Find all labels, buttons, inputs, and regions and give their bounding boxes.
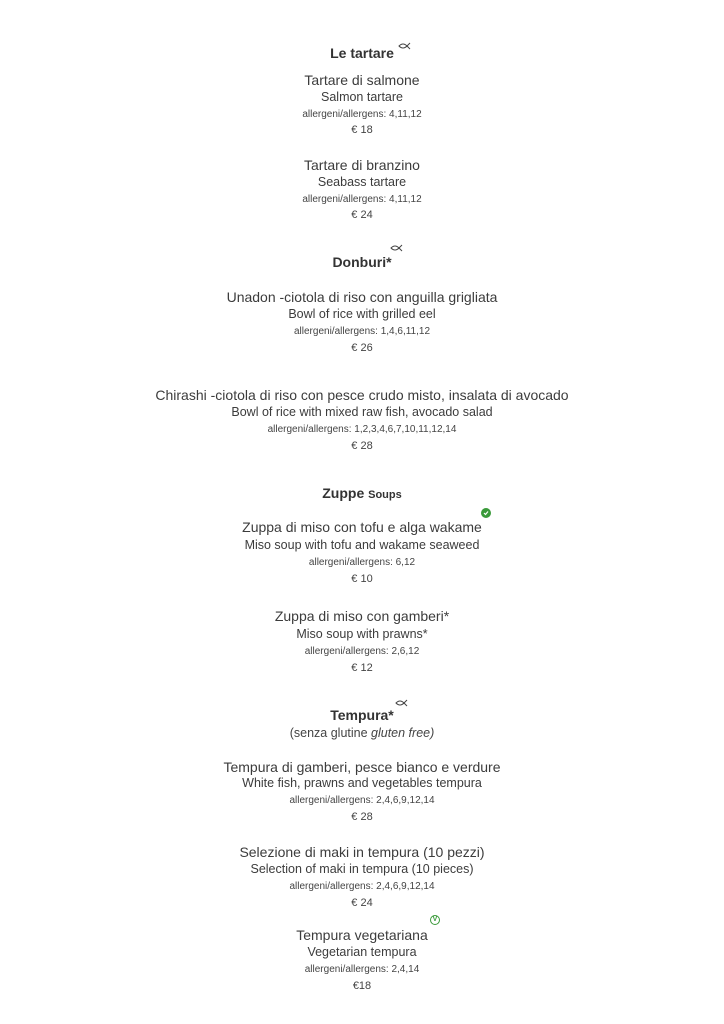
item-name: Tartare di branzino	[304, 157, 420, 173]
section-title-zuppe	[0, 485, 724, 501]
item-name: Tempura vegetariana	[296, 927, 428, 943]
item-english: Salmon tartare	[321, 90, 403, 104]
item-name: Selezione di maki in tempura (10 pezzi)	[239, 844, 485, 860]
item-price: € 24	[351, 209, 373, 221]
item-name: Tartare di salmone	[304, 72, 420, 88]
item-english: Selection of maki in tempura (10 pieces)	[250, 862, 474, 876]
item-price: € 26	[351, 342, 373, 354]
item-english: Seabass tartare	[317, 175, 407, 189]
item-allergens: allergeni/allergens: 1,4,6,11,12	[293, 326, 431, 337]
fish-icon	[390, 244, 403, 252]
item-name: Unadon -ciotola di riso con anguilla grigliata	[226, 289, 498, 305]
item-allergens: allergeni/allergens: 2,4,6,9,12,14	[289, 881, 435, 892]
item-price: €18	[352, 980, 372, 992]
item-name: Tempura di gamberi, pesce bianco e verdure	[223, 759, 501, 775]
vegetarian-icon: V	[430, 915, 440, 925]
item-allergens: allergeni/allergens: 2,4,14	[304, 964, 420, 975]
item-allergens: allergeni/allergens: 2,4,6,9,12,14	[289, 795, 435, 806]
vegan-icon	[481, 508, 491, 518]
item-price: € 18	[351, 124, 373, 136]
section-subtitle: Soups	[368, 489, 402, 501]
fish-icon	[398, 42, 411, 50]
section-title-donburi: Donburi*	[332, 254, 392, 270]
section-title-main: Zuppe	[322, 485, 365, 501]
item-allergens: allergeni/allergens: 4,11,12	[302, 109, 422, 120]
item-price: € 28	[351, 440, 373, 452]
section-title-tartare: Le tartare	[330, 45, 394, 61]
section-title-tempura: Tempura*	[330, 707, 394, 723]
item-price: € 24	[351, 897, 373, 909]
section-note	[0, 726, 724, 740]
item-price: € 10	[351, 573, 373, 585]
item-english: Miso soup with prawns*	[296, 627, 428, 641]
note-english: gluten free)	[371, 726, 435, 740]
item-price: € 28	[351, 811, 373, 823]
item-name: Zuppa di miso con gamberi*	[274, 608, 450, 624]
note-italian: (senza glutine	[289, 726, 368, 740]
item-name: Chirashi -ciotola di riso con pesce crudo misto, insalata di avocado	[155, 387, 569, 403]
item-name: Zuppa di miso con tofu e alga wakame	[242, 519, 482, 535]
item-allergens: allergeni/allergens: 2,6,12	[304, 646, 420, 657]
item-english: Miso soup with tofu and wakame seaweed	[244, 538, 480, 552]
item-english: White fish, prawns and vegetables tempura	[242, 776, 482, 790]
item-english: Vegetarian tempura	[307, 945, 417, 959]
item-english: Bowl of rice with mixed raw fish, avocado salad	[231, 405, 493, 419]
item-price: € 12	[351, 662, 373, 674]
item-english: Bowl of rice with grilled eel	[288, 307, 436, 321]
fish-icon	[395, 699, 408, 707]
item-allergens: allergeni/allergens: 4,11,12	[302, 194, 422, 205]
item-allergens: allergeni/allergens: 6,12	[308, 557, 416, 568]
item-allergens: allergeni/allergens: 1,2,3,4,6,7,10,11,12,14	[267, 424, 457, 435]
